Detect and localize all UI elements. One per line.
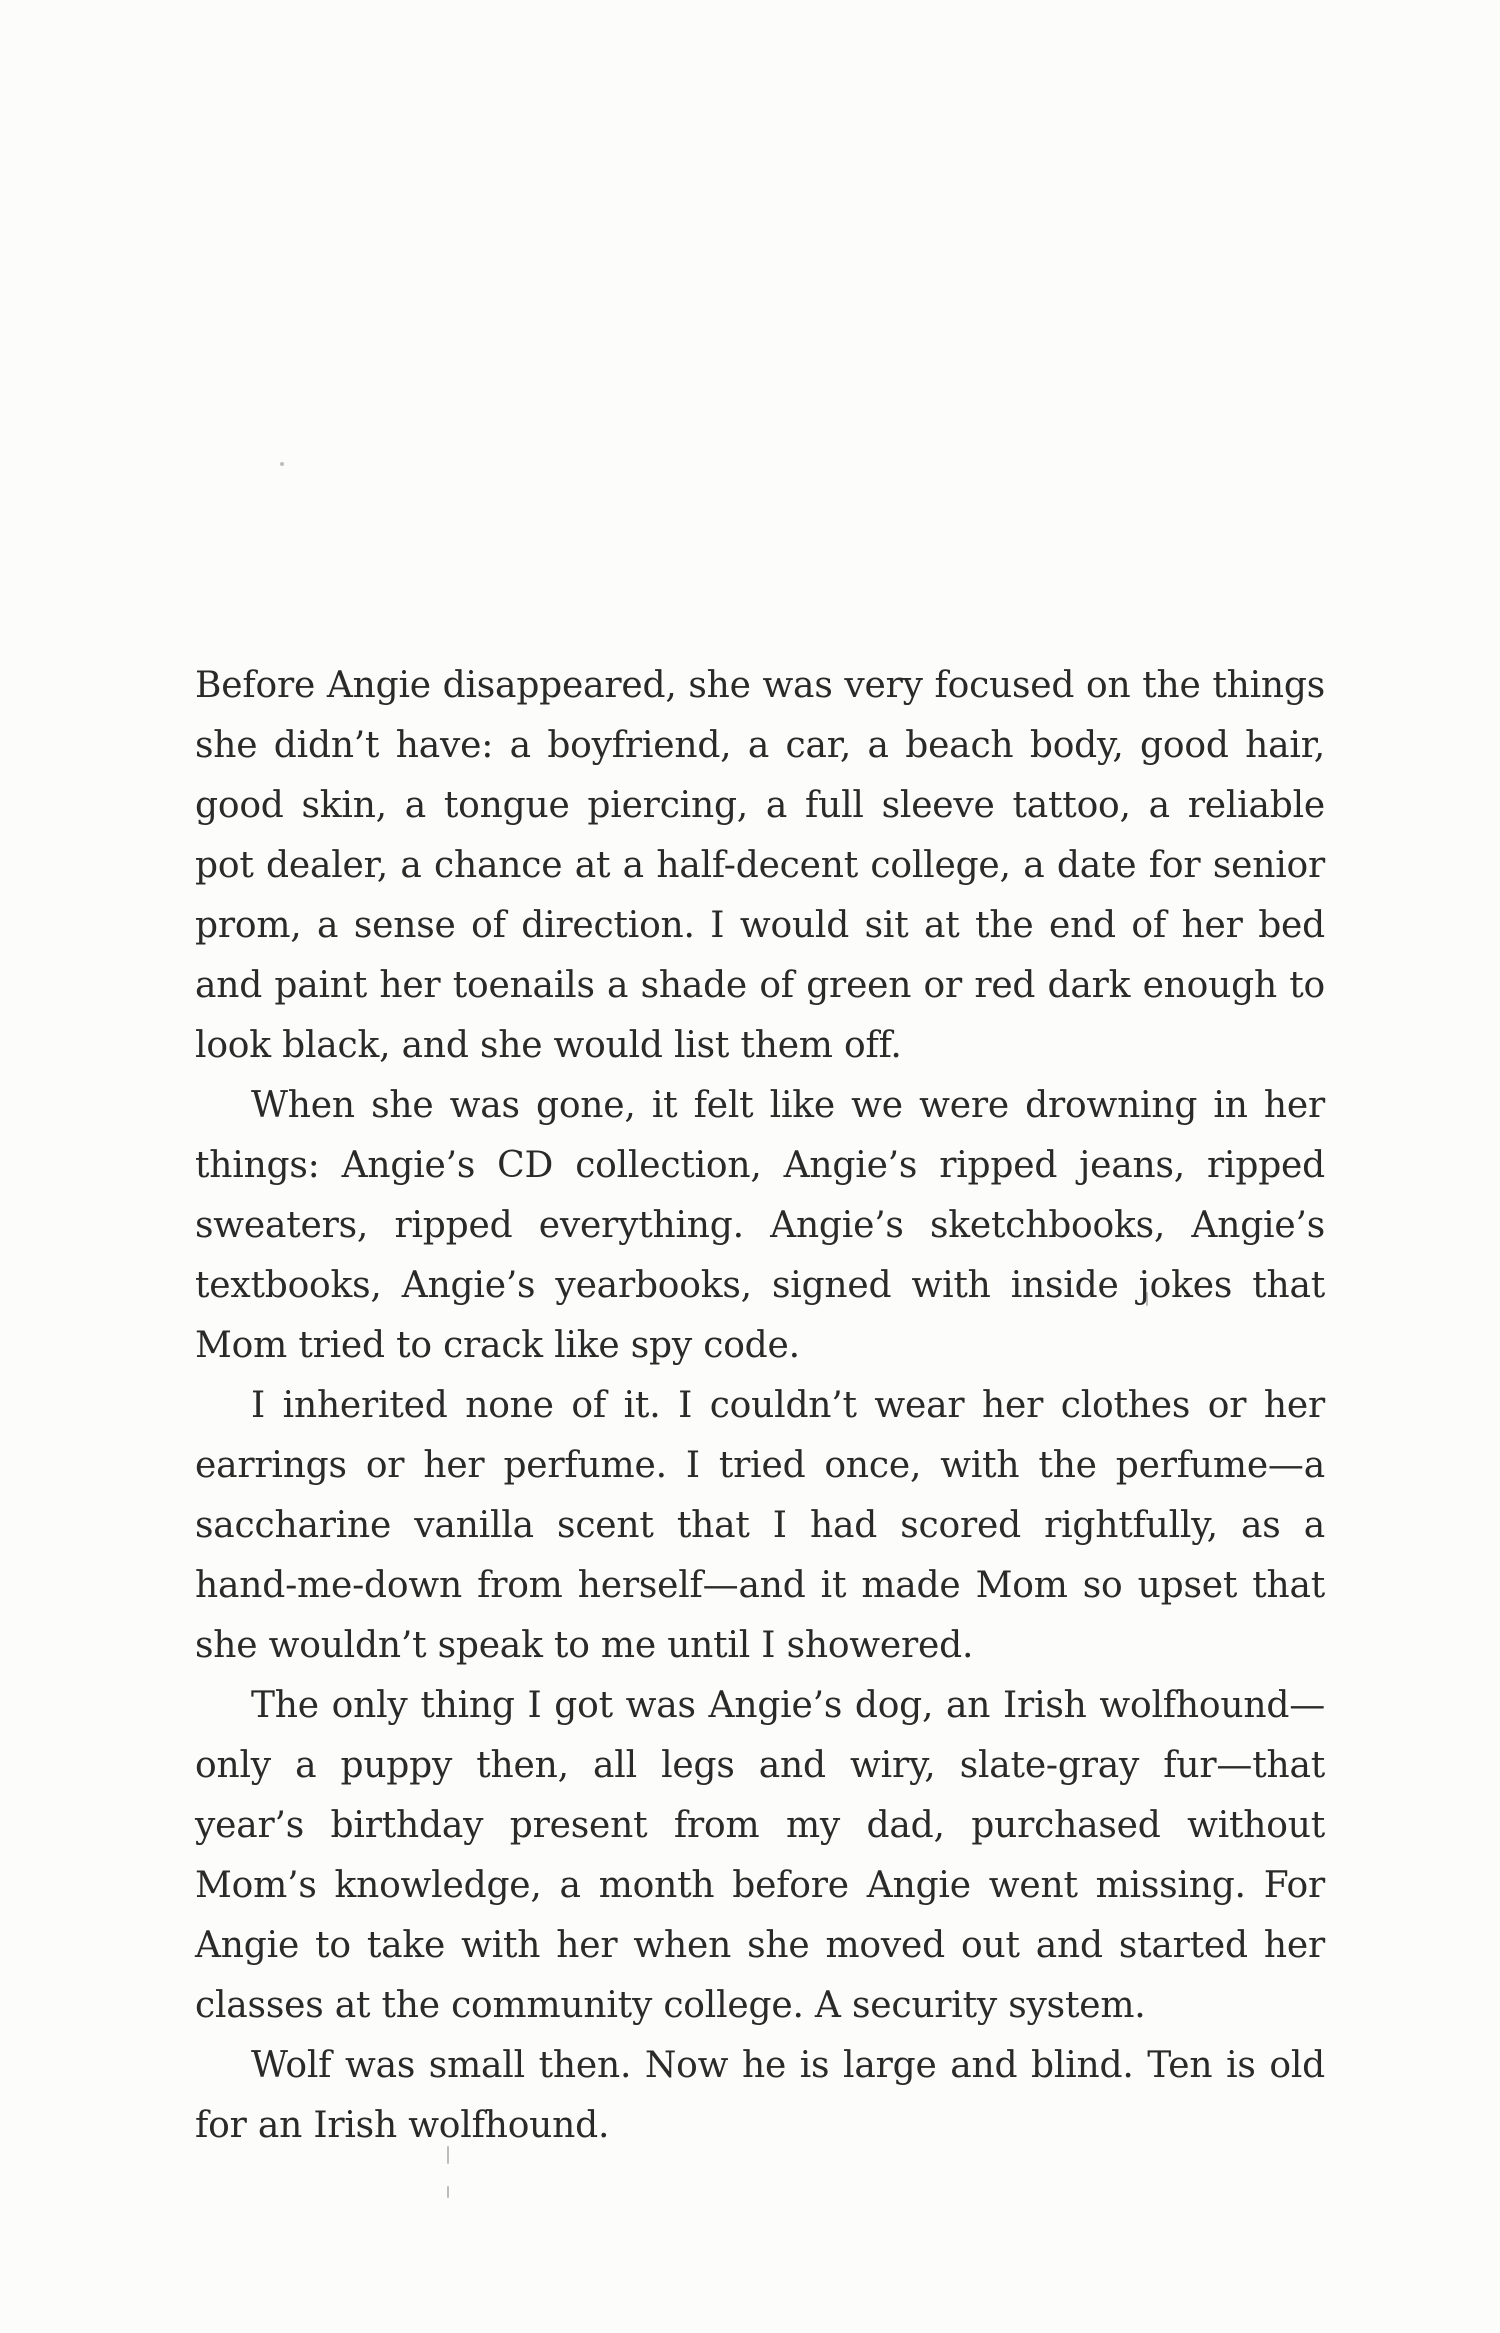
body-text <box>195 656 1325 2156</box>
paragraph: When she was gone, it felt like we were drowning in her things: Angie’s CD collection, Angie’s ripped jeans, ripped sweaters, ripped everything. Angie’s sketchbooks, Angie’s textbooks, Angie’s yearbooks, signed with inside jokes that Mom tried to crack like spy code. <box>195 1085 1325 1366</box>
scan-speck <box>280 462 284 466</box>
paragraph: I inherited none of it. I couldn’t wear her clothes or her earrings or her perfume. I tried once, with the perfume—a saccharine vanilla scent that I had scored rightfully, as a hand-me-down from herself—and it made Mom so upset that she wouldn’t speak to me until I showered. <box>195 1385 1325 1666</box>
paragraph: The only thing I got was Angie’s dog, an Irish wolfhound—only a puppy then, all legs and wiry, slate-gray fur—that year’s birthday present from my dad, purchased without Mom’s knowledge, a month before Angie went missing. For Angie to take with her when she moved out and started her classes at the community college. A security system. <box>195 1685 1325 2026</box>
paragraph: Wolf was small then. Now he is large and blind. Ten is old for an Irish wolfhound. <box>195 2045 1325 2146</box>
scan-speck <box>447 2186 449 2198</box>
paragraph: Before Angie disappeared, she was very focused on the things she didn’t have: a boyfriend, a car, a beach body, good hair, good skin, a tongue piercing, a full sleeve tattoo, a reliable pot dealer, a chance at a half-decent college, a date for senior prom, a sense of direction. I would sit at the end of her bed and paint her toenails a shade of green or red dark enough to look black, and she would list them off. <box>195 665 1325 1066</box>
